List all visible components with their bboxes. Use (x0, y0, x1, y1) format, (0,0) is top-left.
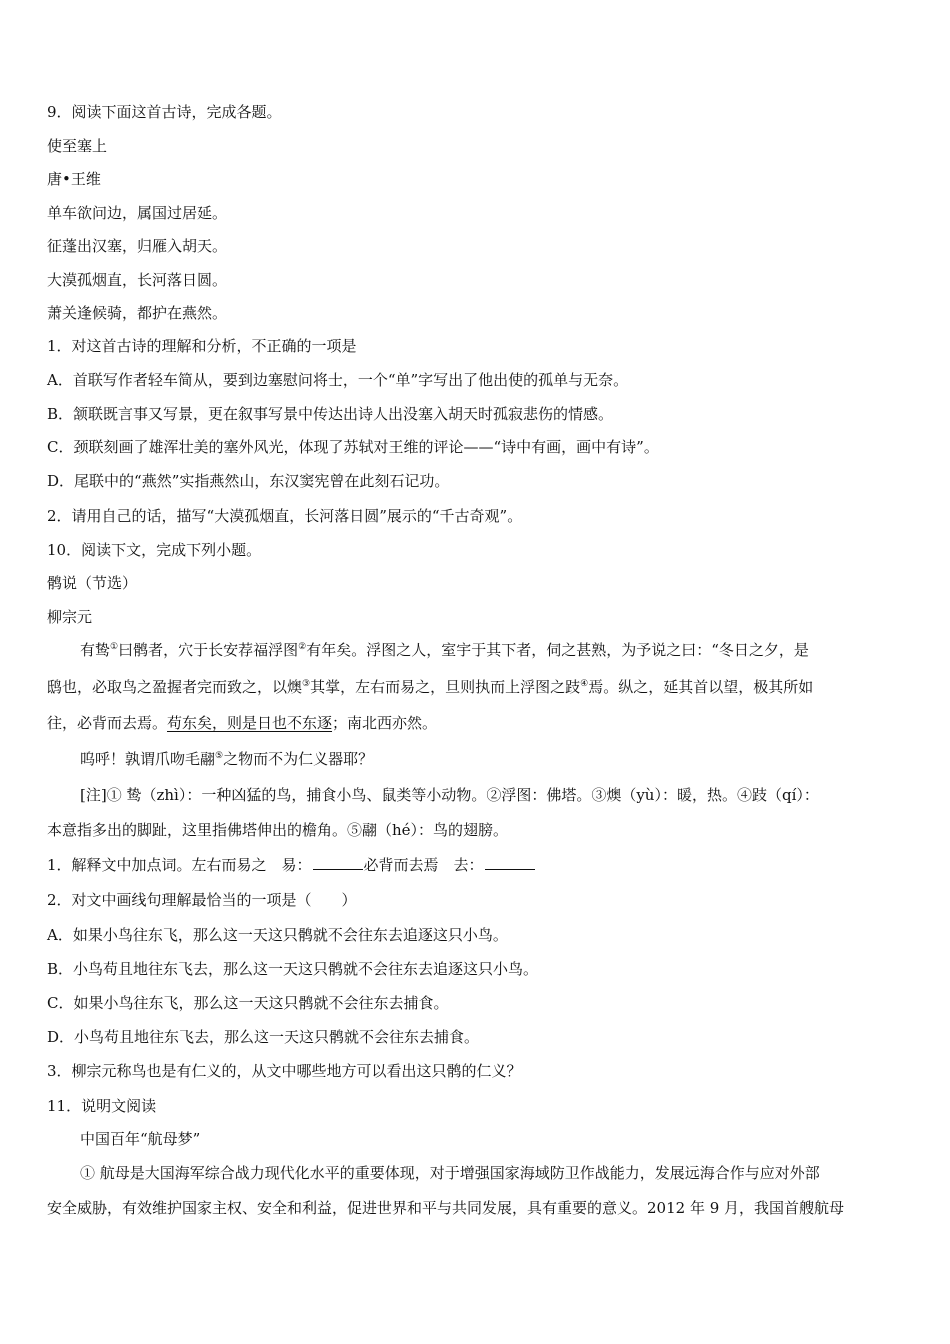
q10-question-3: 3．柳宗元称鸟也是有仁义的，从文中哪些地方可以看出这只鹘的仁义？ (47, 1062, 522, 1080)
q9-question-2: 2．请用自己的话，描写“大漠孤烟直，长河落日圆”展示的“千古奇观”。 (47, 507, 523, 525)
annotation-note: [注]① 鸷（zhì）：一种凶猛的鸟，捕食小鸟、鼠类等小动物。②浮图：佛塔。③燠（yù）：暖，热。④跂（qí）： (80, 786, 819, 804)
q10-header: 10．阅读下文，完成下列小题。 (47, 541, 262, 559)
article-title: 中国百年“航母梦” (80, 1130, 201, 1148)
poem-line: 大漠孤烟直，长河落日圆。 (47, 271, 228, 289)
passage-paragraph-line: 呜呼！孰谓爪吻毛翮⑤之物而不为仁义器耶？ (80, 750, 374, 768)
q10-option-c: C．如果小鸟往东飞，那么这一天这只鹘就不会往东去捕食。 (47, 994, 449, 1012)
answer-blank[interactable] (313, 855, 363, 870)
q9-option-b: B．颔联既言事又写景，更在叙事写景中传达出诗人出没塞入胡天时孤寂悲伤的情感。 (47, 405, 614, 423)
underlined-sentence: 苟东矣，则是日也不东逐 (167, 714, 333, 732)
passage-paragraph-line: 鸱也，必取鸟之盈握者完而致之，以燠③其掌，左右而易之，旦则执而上浮图之跂④焉。纵之，延其首以望，极其所如 (47, 678, 814, 696)
q9-option-c: C．颈联刻画了雄浑壮美的塞外风光，体现了苏轼对王维的评论——“诗中有画，画中有诗”。 (47, 438, 659, 456)
q9-option-a: A．首联写作者轻车简从，要到边塞慰问将士，一个“单”字写出了他出使的孤单与无奈。 (47, 371, 629, 389)
passage-paragraph-line: 往，必背而去焉。苟东矣，则是日也不东逐；南北西亦然。 (47, 714, 438, 732)
q11-header: 11．说明文阅读 (47, 1097, 157, 1115)
poem-line: 萧关逢候骑，都护在燕然。 (47, 304, 228, 322)
answer-blank[interactable] (485, 855, 535, 870)
q9-option-d: D．尾联中的“燕然”实指燕然山，东汉窦宪曾在此刻石记功。 (47, 472, 450, 490)
poem-line: 征蓬出汉塞，归雁入胡天。 (47, 237, 228, 255)
poem-author: 唐•王维 (47, 170, 101, 188)
q10-option-d: D．小鸟苟且地往东飞去，那么这一天这只鹘就不会往东去捕食。 (47, 1028, 480, 1046)
passage-title: 鹘说（节选） (47, 574, 138, 592)
article-paragraph-line: 安全威胁，有效维护国家主权、安全和利益，促进世界和平与共同发展，具有重要的意义。2012 年 9 月，我国首艘航母 (47, 1199, 845, 1217)
passage-paragraph-line: 有鸷①曰鹘者，穴于长安荐福浮图②有年矣。浮图之人，室宇于其下者，伺之甚熟，为予说之曰：“冬日之夕，是 (80, 641, 809, 659)
article-paragraph-line: ① 航母是大国海军综合战力现代化水平的重要体现，对于增强国家海域防卫作战能力，发展远海合作与应对外部 (80, 1164, 820, 1182)
q9-question-1: 1．对这首古诗的理解和分析，不正确的一项是 (47, 337, 357, 355)
q10-option-b: B．小鸟苟且地往东飞去，那么这一天这只鹘就不会往东去追逐这只小鸟。 (47, 960, 539, 978)
q9-header: 9．阅读下面这首古诗，完成各题。 (47, 103, 282, 121)
annotation-note: 本意指多出的脚趾，这里指佛塔伸出的檐角。⑤翮（hé）：鸟的翅膀。 (47, 821, 509, 839)
q10-option-a: A．如果小鸟往东飞，那么这一天这只鹘就不会往东去追逐这只小鸟。 (47, 926, 508, 944)
poem-title: 使至塞上 (47, 137, 108, 155)
q10-question-1: 1．解释文中加点词。左右而易之 易： 必背而去焉 去： (47, 855, 536, 875)
q10-question-2: 2．对文中画线句理解最恰当的一项是（ ） (47, 891, 357, 909)
passage-author: 柳宗元 (47, 608, 93, 626)
poem-line: 单车欲问边，属国过居延。 (47, 204, 228, 222)
